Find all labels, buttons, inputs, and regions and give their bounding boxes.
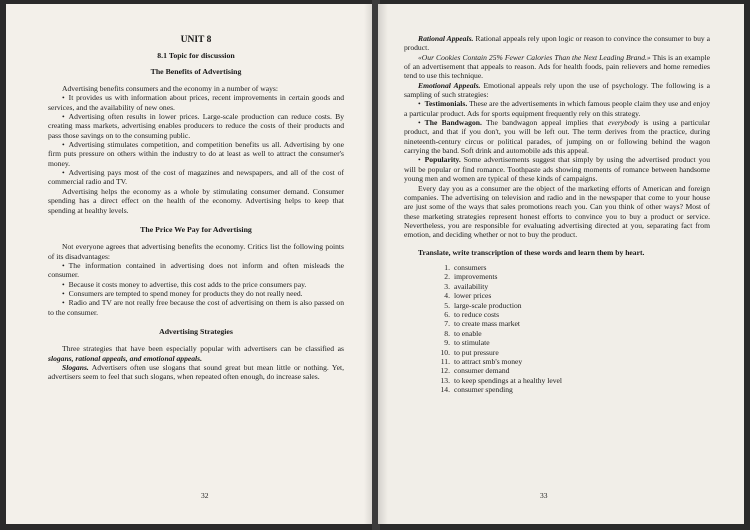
benefits-summary: Advertising helps the economy as a whole by stimulating consumer demand. Consumer spending has a direct effect on the health of the economy. Advertising helps to keep that spending at healthy levels.: [48, 186, 344, 215]
benefit-item: • Advertising pays most of the cost of magazines and newspapers, and all of the cost of commercial radio and TV.: [48, 168, 344, 187]
strategies-intro: [48, 344, 344, 363]
disadvantage-item: • The information contained in advertising does not inform and often misleads the consumer.: [48, 261, 344, 280]
benefit-item: • Advertising often results in lower prices. Large-scale production can reduce costs. By creating mass markets, advertising enables producers to reduce the costs of their products and pass those savings on to the consuming public.: [48, 112, 344, 140]
vocabulary-item: [436, 310, 710, 319]
vocabulary-number: 4.: [444, 291, 450, 301]
disadvantage-item: • Because it costs money to advertise, this cost adds to the price consumers pay.: [48, 280, 344, 289]
popularity-text: Some advertisements suggest that simply by using the advertised product you will be popular or find romance. Toothpaste ads showing moments of romance between handsome young men and women are typical of these kinds of campaigns.: [404, 155, 710, 184]
emotional-text: Emotional appeals rely upon the use of psychology. The following is a sampling of such strategies:: [404, 80, 710, 100]
vocabulary-number: 5.: [444, 300, 450, 310]
vocabulary-item: [436, 348, 710, 357]
vocabulary-word: to reduce costs: [454, 309, 500, 319]
price-intro: Not everyone agrees that advertising benefits the economy. Critics list the following points of its disadvantages:: [48, 242, 344, 261]
popularity-term: Popularity.: [424, 155, 461, 165]
vocabulary-word: large-scale production: [454, 300, 522, 310]
slogans-text: Advertisers often use slogans that sound great but mean little or nothing. Yet, advertisers seem to feel that such slogans, when repeated often enough, do increase sales.: [48, 362, 344, 382]
vocabulary-item: [436, 291, 710, 300]
ad-quote: «Our Cookies Contain 25% Fewer Calories Than the Next Leading Brand.»: [418, 52, 651, 62]
vocabulary-item: [436, 272, 710, 281]
slogans-paragraph: [48, 363, 344, 382]
bandwagon-term: The Bandwagon.: [424, 118, 482, 128]
bandwagon-item: [404, 118, 710, 155]
vocabulary-word: improvements: [454, 272, 498, 282]
vocabulary-word: to keep spendings at a healthy level: [454, 375, 562, 385]
vocabulary-number: 10.: [440, 347, 450, 357]
vocabulary-number: 6.: [444, 309, 450, 319]
vocabulary-item: [436, 357, 710, 366]
vocabulary-word: lower prices: [454, 291, 492, 301]
vocabulary-item: [436, 263, 710, 272]
vocabulary-word: to create mass market: [454, 319, 520, 329]
benefit-item: • It provides us with information about prices, recent improvements in certain goods and services, and the availability of new ones.: [48, 93, 344, 112]
vocabulary-item: [436, 319, 710, 328]
bandwagon-emphasis: everybody: [607, 118, 639, 128]
rational-paragraph: [404, 34, 710, 53]
vocabulary-item: [436, 385, 710, 394]
right-page: [378, 4, 744, 524]
emotional-term: Emotional Appeals.: [418, 80, 481, 90]
quote-paragraph: [404, 53, 710, 81]
vocabulary-item: [436, 301, 710, 310]
testimonials-item: [404, 99, 710, 118]
disadvantage-item: • Radio and TV are not really free because the cost of advertising on them is also passed on to the consumer.: [48, 298, 344, 317]
section-title-price: The Price We Pay for Advertising: [140, 224, 252, 234]
disadvantage-item: • Consumers are tempted to spend money for products they do not really need.: [48, 289, 344, 298]
right-page-text: [404, 34, 710, 395]
vocabulary-number: 14.: [440, 385, 450, 395]
vocabulary-item: [436, 376, 710, 385]
section-title-strategies: Advertising Strategies: [159, 326, 233, 336]
vocabulary-word: to put pressure: [454, 347, 499, 357]
vocabulary-number: 13.: [440, 375, 450, 385]
vocabulary-number: 1.: [444, 262, 450, 272]
vocabulary-word: consumers: [454, 262, 487, 272]
popularity-item: [404, 155, 710, 183]
vocabulary-number: 3.: [444, 281, 450, 291]
strategies-intro-text: Three strategies that have been especially popular with advertisers can be classified as: [62, 344, 344, 354]
left-page: [6, 4, 374, 524]
benefits-intro: Advertising benefits consumers and the economy in a number of ways:: [62, 84, 278, 94]
left-page-text: [48, 36, 344, 382]
rational-term: Rational Appeals.: [418, 34, 474, 43]
vocabulary-word: to enable: [454, 328, 482, 338]
bandwagon-text-a: The bandwagon appeal implies that: [481, 118, 608, 128]
bandwagon-text-b: is using a particular product, and that if you don't, you will be left out. The term derives from the practice, during nineteenth-century circus or political parades, of jumping on or following behind the wagon carrying the band. Soft drink and automobile ads this appeal.: [404, 118, 710, 156]
vocabulary-item: [436, 329, 710, 338]
unit-title: UNIT 8: [180, 35, 212, 45]
testimonials-text: These are the advertisements in which famous people claim they use and enjoy a particular product. Ads for sports equipment frequently rely on this strategy.: [404, 99, 710, 118]
emotional-paragraph: [404, 81, 710, 100]
closing-paragraph: Every day you as a consumer are the object of the marketing efforts of American and foreign companies. The advertising on television and radio and in the newspaper that come to your house are just some of the ways that sales promotions reach you. Can you think of other ways? Most of these marketing strategies represent honest efforts to convince you to buy a product or service. Nevertheless, you are responsible for evaluating advertising directed at you, separating fact from emotion, and deciding whether or not to buy the product.: [404, 183, 710, 240]
vocabulary-number: 7.: [444, 319, 450, 329]
vocabulary-word: availability: [454, 281, 489, 291]
vocabulary-list: [404, 263, 710, 395]
vocabulary-number: 11.: [440, 356, 450, 366]
benefit-item: • Advertising stimulates competition, and competition benefits us all. Advertising by one firm puts pressure on others within the industry to do at least as well to attract the consumer's money.: [48, 140, 344, 168]
vocabulary-item: [436, 282, 710, 291]
rational-text: Rational appeals rely upon logic or reason to convince the consumer to buy a product.: [404, 34, 710, 53]
slogans-term: Slogans.: [62, 362, 89, 372]
vocabulary-word: to attract smb's money: [454, 356, 523, 366]
testimonials-term: Testimonials.: [424, 99, 468, 109]
page-number-left: 32: [201, 491, 209, 500]
topic-title: 8.1 Topic for discussion: [157, 51, 235, 61]
vocabulary-number: 12.: [440, 366, 450, 376]
section-title-benefits: The Benefits of Advertising: [150, 66, 242, 76]
vocabulary-word: to stimulate: [454, 338, 490, 348]
strategies-list: slogans, rational appeals, and emotional appeals.: [48, 353, 203, 363]
vocabulary-item: [436, 338, 710, 347]
vocabulary-number: 2.: [444, 272, 450, 282]
page-shadow: [378, 4, 388, 524]
task-instruction: Translate, write transcription of these words and learn them by heart.: [418, 247, 645, 257]
vocabulary-number: 8.: [444, 328, 450, 338]
page-number-right: 33: [540, 491, 548, 500]
vocabulary-word: consumer demand: [454, 366, 510, 376]
quote-explanation: This is an example of an advertisement that appeals to reason. Ads for health foods, pain relievers and home remedies tend to use this technique.: [404, 52, 710, 81]
vocabulary-word: consumer spending: [454, 385, 513, 395]
vocabulary-item: [436, 366, 710, 375]
vocabulary-number: 9.: [444, 338, 450, 348]
